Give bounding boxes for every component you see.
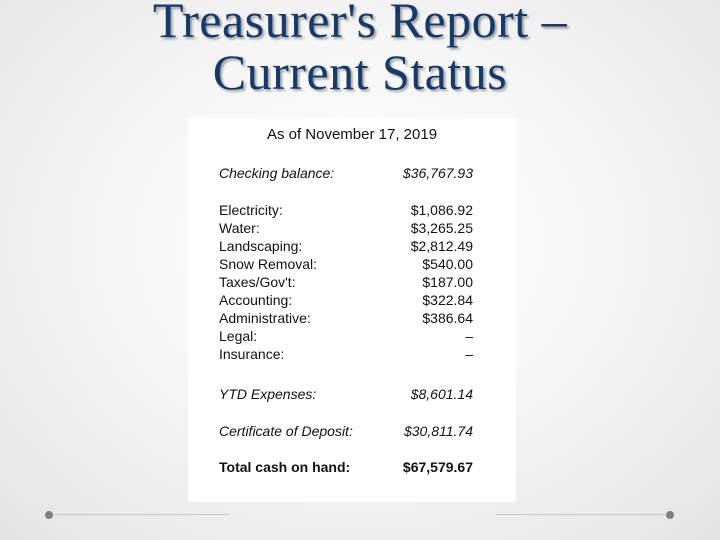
ytd-expenses-row: [219, 386, 473, 404]
footer-dot-right-icon: [666, 511, 674, 519]
expense-value: $187.00: [422, 274, 473, 290]
ytd-expenses-label: YTD Expenses:: [219, 386, 317, 402]
report-card: [188, 118, 516, 502]
expense-row: [219, 220, 473, 238]
slide-title: [0, 0, 720, 98]
expense-label: Accounting:: [219, 292, 293, 308]
expense-label: Electricity:: [219, 202, 283, 218]
expense-row: [219, 256, 473, 274]
footer-rule-left: [54, 514, 229, 515]
expense-value: $3,265.25: [410, 220, 473, 236]
expense-row: [219, 238, 473, 256]
report-date: As of November 17, 2019: [266, 126, 438, 143]
expense-label: Administrative:: [219, 310, 311, 326]
certificate-of-deposit-label: Certificate of Deposit:: [219, 423, 353, 439]
footer-rule-right: [496, 514, 666, 515]
expense-row: [219, 202, 473, 220]
checking-balance-label: Checking balance:: [219, 165, 335, 181]
slide-title-line-2: Current Status: [212, 44, 508, 100]
expense-value: $2,812.49: [410, 238, 473, 254]
total-cash-label: Total cash on hand:: [219, 459, 351, 475]
checking-balance-value: $36,767.93: [402, 165, 473, 181]
certificate-of-deposit-value: $30,811.74: [403, 423, 473, 439]
expense-value: –: [465, 328, 473, 344]
expense-row: [219, 310, 473, 328]
ytd-expenses-value: $8,601.14: [410, 386, 473, 402]
total-cash-value: $67,579.67: [402, 459, 473, 475]
checking-balance-row: [219, 165, 473, 183]
certificate-of-deposit-row: [219, 423, 473, 441]
expense-row: [219, 292, 473, 310]
expense-label: Snow Removal:: [219, 256, 318, 272]
total-cash-row: [219, 459, 473, 477]
expense-value: $1,086.92: [410, 202, 473, 218]
expense-value: $322.84: [422, 292, 473, 308]
expense-label: Legal:: [219, 328, 258, 344]
expense-label: Landscaping:: [219, 238, 303, 254]
slide-title-line-1: Treasurer's Report –: [152, 0, 568, 48]
expense-row: [219, 328, 473, 346]
expense-label: Taxes/Gov't:: [219, 274, 296, 290]
expense-label: Water:: [219, 220, 260, 236]
expense-value: –: [465, 346, 473, 362]
expense-label: Insurance:: [219, 346, 285, 362]
expense-row: [219, 274, 473, 292]
expense-value: $386.64: [422, 310, 473, 326]
expense-row: [219, 346, 473, 364]
footer-dot-left-icon: [45, 511, 53, 519]
expense-value: $540.00: [422, 256, 473, 272]
